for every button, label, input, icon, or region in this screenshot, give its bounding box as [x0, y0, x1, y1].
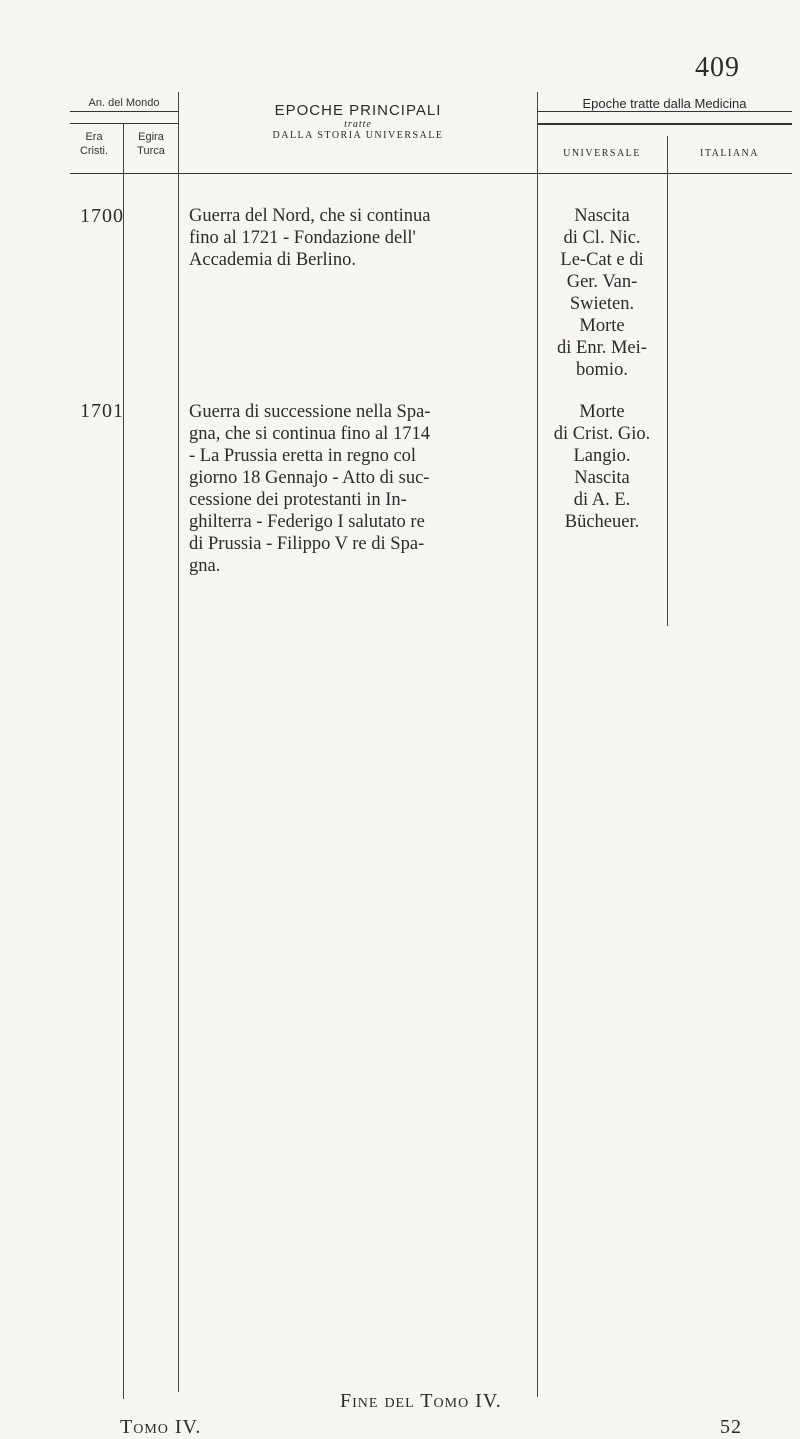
col-sep-4	[667, 136, 668, 626]
header-double-rule-left	[70, 123, 178, 124]
epoche-title: EPOCHE PRINCIPALI	[274, 102, 442, 119]
header-top-rule-right	[537, 111, 792, 112]
medicine-line: di Enr. Mei-	[557, 338, 647, 358]
medicine-line: di Crist. Gio.	[553, 424, 651, 444]
medicine-line: Swieten.	[569, 294, 635, 314]
medicine-line: Nascita	[574, 206, 630, 226]
medicine-line: Langio.	[573, 446, 631, 466]
medicine-line: Nascita	[574, 468, 630, 488]
medicine-line: Bücheuer.	[564, 512, 640, 532]
event-line: di Prussia - Filippo V re di Spa-	[189, 534, 425, 554]
medicine-line: Morte	[579, 316, 625, 336]
fine-del-tomo: Fine del Tomo IV.	[340, 1390, 502, 1412]
event-line: gna.	[189, 556, 221, 576]
events-1700	[189, 205, 430, 271]
header-top-rule	[70, 111, 178, 112]
epoche-principali-header	[180, 102, 536, 141]
egira-label: Egira	[138, 131, 164, 143]
anno-title: An. del Mondo	[88, 97, 160, 109]
medicine-line: di A. E.	[573, 490, 631, 510]
events-1701	[189, 401, 430, 577]
event-line: - La Prussia eretta in regno col	[189, 446, 417, 466]
medicine-line: Morte	[579, 402, 625, 422]
event-line: cessione dei protestanti in In-	[189, 490, 407, 510]
event-line: Guerra del Nord, che si continua	[189, 206, 431, 226]
medicine-line: di Cl. Nic.	[563, 228, 641, 248]
turca-label: Turca	[137, 145, 165, 157]
medicine-line: Le-Cat e di	[560, 250, 644, 270]
event-line: ghilterra - Federigo I salutato re	[189, 512, 425, 532]
medicina-universale: UNIVERSALE	[563, 148, 641, 159]
epoche-sub-tratte: tratte	[344, 119, 372, 130]
era-cristi-header	[66, 130, 122, 158]
col-sep-2	[178, 92, 179, 1392]
event-line: Guerra di successione nella Spa-	[189, 402, 431, 422]
page-number: 409	[695, 52, 740, 83]
col-sep-1	[123, 124, 124, 1399]
egira-turca-header	[124, 130, 178, 158]
event-line: Accademia di Berlino.	[189, 250, 356, 270]
header-double-rule-right	[537, 123, 792, 125]
medicine-1700	[537, 205, 667, 381]
epoche-sub-storia: DALLA STORIA UNIVERSALE	[272, 130, 444, 141]
tomo-label: Tomo IV.	[120, 1416, 202, 1438]
medicine-line: bomio.	[576, 360, 628, 380]
medicina-title: Epoche tratte dalla Medicina	[582, 96, 747, 111]
medicine-line: Ger. Van-	[566, 272, 638, 292]
cristi-label: Cristi.	[79, 145, 109, 157]
event-line: gna, che si continua fino al 1714	[189, 424, 430, 444]
year-1701: 1701	[80, 400, 124, 422]
year-1700: 1700	[80, 205, 124, 227]
event-line: giorno 18 Gennajo - Atto di suc-	[189, 468, 430, 488]
medicina-italiana: ITALIANA	[700, 148, 759, 159]
event-line: fino al 1721 - Fondazione dell'	[189, 228, 416, 248]
signature-number: 52	[720, 1416, 742, 1438]
medicine-1701	[537, 401, 667, 533]
era-label: Era	[85, 131, 103, 143]
